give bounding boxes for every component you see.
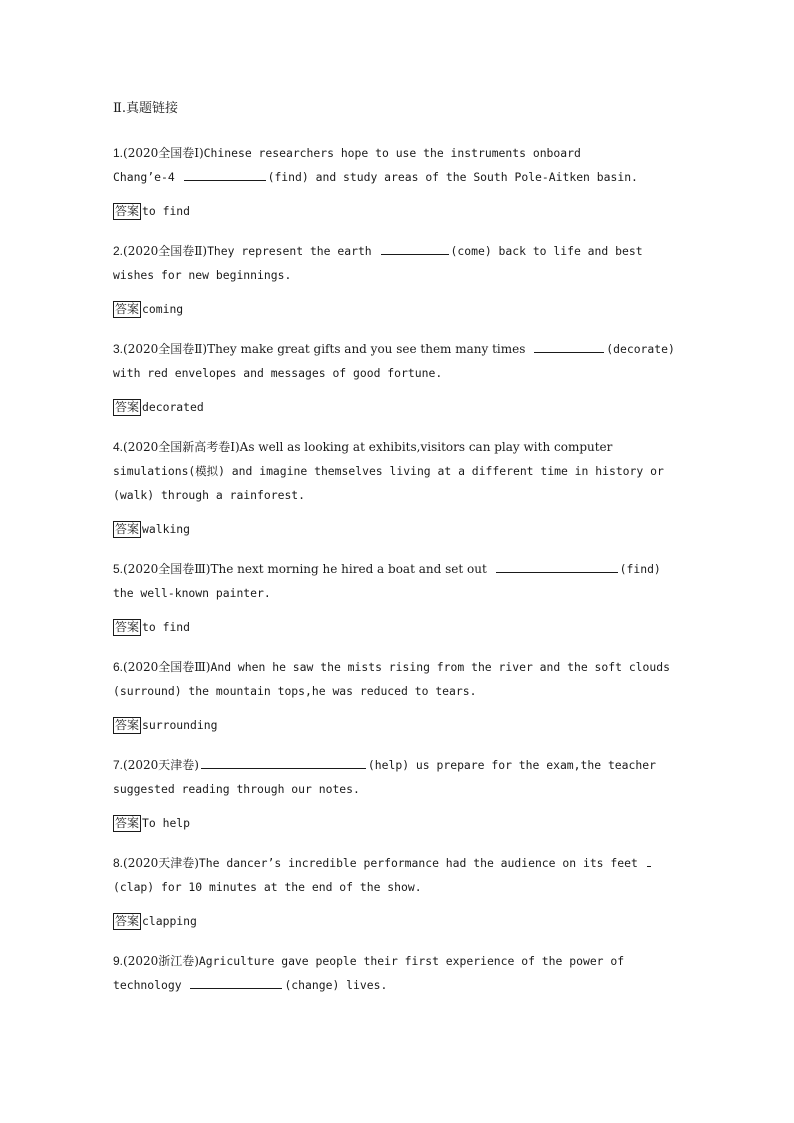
answer-blank[interactable] bbox=[201, 755, 366, 769]
answer-text: to find bbox=[142, 204, 191, 218]
question-7 bbox=[113, 753, 683, 801]
question-source: (2020全国卷Ⅱ) bbox=[123, 342, 208, 356]
answer-text: decorated bbox=[142, 400, 204, 414]
question-source: (2020全国卷Ⅱ) bbox=[123, 244, 208, 258]
question-text: As well as looking at exhibits,visitors can play with computer bbox=[239, 440, 613, 454]
question-text: (find) bbox=[619, 562, 661, 576]
question-text: And when he saw the mists rising from the river and the soft clouds bbox=[210, 660, 670, 674]
question-source: (2020全国卷Ⅲ) bbox=[123, 660, 211, 674]
question-source: (2020浙江卷) bbox=[123, 954, 199, 968]
section-title: Ⅱ.真题链接 bbox=[113, 101, 178, 116]
answer-text: clapping bbox=[142, 914, 197, 928]
answer-tag: 答案 bbox=[115, 400, 140, 414]
answer-line-5 bbox=[113, 618, 683, 636]
document-page bbox=[113, 100, 683, 997]
answer-line-7 bbox=[113, 814, 683, 832]
answer-line-3 bbox=[113, 398, 683, 416]
answer-blank[interactable] bbox=[647, 853, 651, 867]
question-number: 7. bbox=[113, 758, 124, 772]
question-number: 6. bbox=[113, 660, 124, 674]
question-text: Chang’e-4 bbox=[113, 170, 175, 184]
question-source: (2020全国新高考卷Ⅰ) bbox=[123, 440, 240, 454]
question-text: (clap) for 10 minutes at the end of the show. bbox=[113, 880, 422, 894]
question-text: suggested reading through our notes. bbox=[113, 782, 360, 796]
question-text: (change) lives. bbox=[284, 978, 388, 992]
answer-blank[interactable] bbox=[184, 167, 266, 181]
question-text: wishes for new beginnings. bbox=[113, 268, 292, 282]
question-source: (2020全国卷Ⅲ) bbox=[123, 562, 211, 576]
question-6 bbox=[113, 655, 683, 703]
answer-tag: 答案 bbox=[115, 816, 140, 830]
question-number: 5. bbox=[113, 562, 124, 576]
question-1 bbox=[113, 141, 683, 189]
question-source: (2020天津卷) bbox=[123, 856, 199, 870]
question-9 bbox=[113, 949, 683, 997]
question-text: The dancer’s incredible performance had the audience on its feet bbox=[198, 856, 638, 870]
answer-line-1 bbox=[113, 202, 683, 220]
answer-blank[interactable] bbox=[381, 241, 449, 255]
answer-text: To help bbox=[142, 816, 191, 830]
question-3 bbox=[113, 337, 683, 385]
question-5 bbox=[113, 557, 683, 605]
question-number: 2. bbox=[113, 244, 124, 258]
question-source: (2020天津卷) bbox=[123, 758, 199, 772]
question-text: Chinese researchers hope to use the instruments onboard bbox=[203, 146, 581, 160]
question-text: They represent the earth bbox=[207, 244, 372, 258]
question-4 bbox=[113, 435, 683, 507]
answer-text: walking bbox=[142, 522, 191, 536]
answer-blank[interactable] bbox=[496, 559, 618, 573]
answer-line-2 bbox=[113, 300, 683, 318]
question-number: 1. bbox=[113, 146, 124, 160]
question-8 bbox=[113, 851, 683, 899]
question-text: (come) back to life and best bbox=[450, 244, 643, 258]
question-number: 4. bbox=[113, 440, 124, 454]
answer-tag: 答案 bbox=[115, 204, 140, 218]
answer-tag: 答案 bbox=[115, 302, 140, 316]
question-text: (walk) through a rainforest. bbox=[113, 488, 306, 502]
question-number: 8. bbox=[113, 856, 124, 870]
question-text: (decorate) bbox=[606, 342, 675, 356]
question-text: the well-known painter. bbox=[113, 586, 271, 600]
answer-line-8 bbox=[113, 912, 683, 930]
answer-tag: 答案 bbox=[115, 914, 140, 928]
question-text: with red envelopes and messages of good fortune. bbox=[113, 366, 443, 380]
answer-text: surrounding bbox=[142, 718, 218, 732]
answer-text: to find bbox=[142, 620, 191, 634]
answer-tag: 答案 bbox=[115, 522, 140, 536]
question-text: Agriculture gave people their first experience of the power of bbox=[198, 954, 625, 968]
question-source: (2020全国卷Ⅰ) bbox=[123, 146, 204, 160]
answer-line-4 bbox=[113, 520, 683, 538]
answer-line-6 bbox=[113, 716, 683, 734]
answer-blank[interactable] bbox=[534, 339, 604, 353]
answer-tag: 答案 bbox=[115, 620, 140, 634]
question-text: The next morning he hired a boat and set out bbox=[210, 562, 487, 576]
question-text: technology bbox=[113, 978, 182, 992]
answer-tag: 答案 bbox=[115, 718, 140, 732]
answer-text: coming bbox=[142, 302, 184, 316]
question-number: 3. bbox=[113, 342, 124, 356]
question-text: simulations(模拟) and imagine themselves living at a different time in history or bbox=[113, 464, 664, 478]
answer-blank[interactable] bbox=[190, 975, 282, 989]
question-text: They make great gifts and you see them many times bbox=[207, 342, 526, 356]
question-text: (find) and study areas of the South Pole-Aitken basin. bbox=[267, 170, 638, 184]
question-text: (surround) the mountain tops,he was reduced to tears. bbox=[113, 684, 477, 698]
question-2 bbox=[113, 239, 683, 287]
question-number: 9. bbox=[113, 954, 124, 968]
question-text: (help) us prepare for the exam,the teacher bbox=[367, 758, 656, 772]
